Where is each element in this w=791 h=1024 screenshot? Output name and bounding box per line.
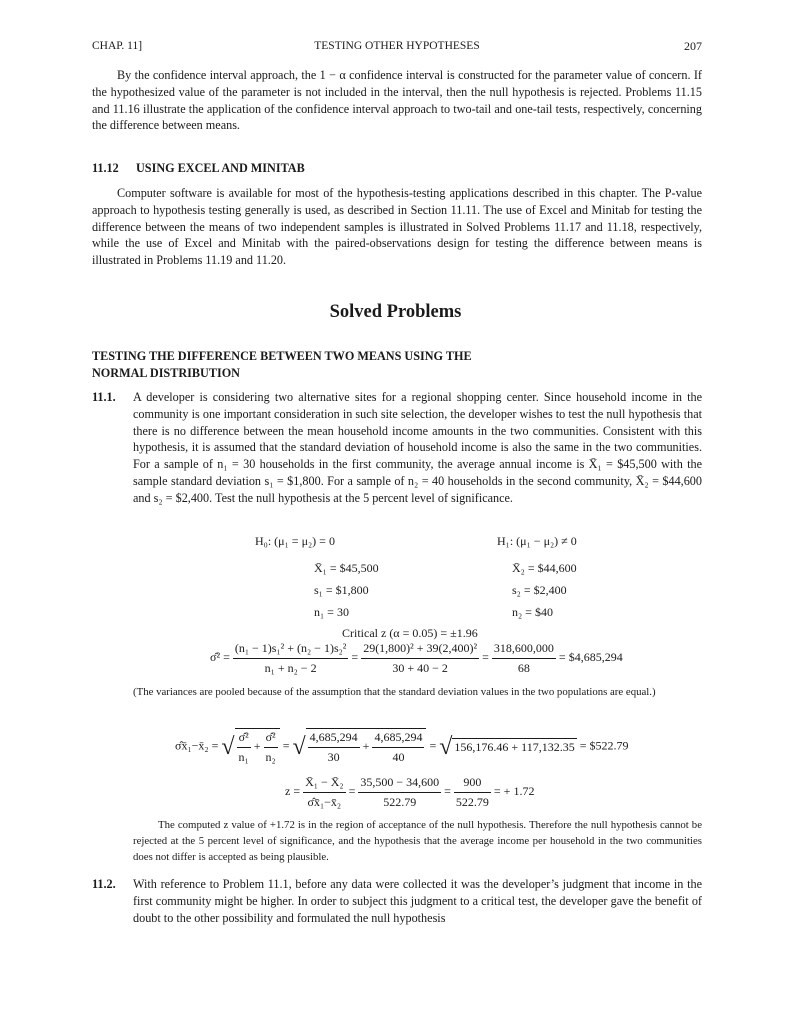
pooled-variance-equation: σ̂² = $\frac{\text{(n₁ − 1)s₁² + (n₂ − 1)s₂²}}{\text{n₁ + n₂ − 2}}$ = $\frac{\text{29(1,800)² + 39(2,400)²}}{30 + 40 - 2}$ = $\frac{318,600,000}{68}$ = $4,685,294 <box>210 641 623 675</box>
section-number: 11.12 <box>92 161 119 175</box>
pooled-fraction-formula: $\frac{\text{(n₁ − 1)s₁² + (n₂ − 1)s₂²}}{\text{n₁ + n₂ − 2}}$ <box>234 641 347 675</box>
intro-paragraph: By the confidence interval approach, the 1 − α confidence interval is constructed for the parameter value of concern. If the hypothesized value of the parameter is not included in the interval, then the null hypothesis is rejected. Problems 11.15 and 11.16 illustrate the application of the confidence interval approach to two-tail and one-tail tests, respectively, concerning the difference between means. <box>92 68 702 133</box>
pooled-note: (The variances are pooled because of the assumption that the standard deviation values in the two populations are equal.) <box>133 686 656 698</box>
pooled-result: = $4,685,294 <box>558 650 623 665</box>
z-lhs: z = <box>285 784 301 799</box>
z-statistic-equation: z = $\frac{\text{X̄₁ − X̄₂}}{\text{σ̂x̄₁−x̄₂}}$ = $\frac{35,500 - 34,600}{522.79}$ = $\frac{900}{522.79}$ = + 1.72 <box>285 775 535 809</box>
section-title: USING EXCEL AND MINITAB <box>136 161 305 175</box>
problem-11-1-text: A developer is considering two alternative sites for a regional shopping center. Since household income in the community is one important consideration in such site selection, the developer wishes to test the null hypothesis that there is no difference between the mean household income amounts in the two communities. Consistent with this hypothesis, it is assumed that the standard deviation of household income is also the same in the two communities. For a sample of n₁ = 30 households in the first community, the average annual income is X̄₁ = $45,500 with the sample standard deviation s₁ = $1,800. For a sample of n₂ = 40 households in the second community, X̄₂ = $44,600 and s₂ = $2,400. Test the null hypothesis at the 5 percent level of significance. <box>133 390 702 505</box>
sqrt-sign-icon: √ <box>221 733 235 760</box>
running-title: TESTING OTHER HYPOTHESES <box>314 40 480 52</box>
running-header <box>92 38 702 54</box>
subsection-heading <box>92 348 472 382</box>
z-result: = + 1.72 <box>493 784 535 799</box>
standard-error-equation: σ̂x̄₁−x̄₂ = √ $\frac{\text{σ̂²}}{\text{n₁}}$ + $\frac{\text{σ̂²}}{\text{n₂}}$ = √ $\frac{4,685,294}{30}$ + $\frac{4,685,294}{40}$ = √ 156,176.46 + 117,132.35 = $522.79 <box>175 730 629 764</box>
pooled-fraction-computed: $\frac{318,600,000}{68}$ <box>493 641 554 675</box>
sqrt-sign-icon: √ <box>439 733 453 760</box>
std-dev-2: s₂ = $2,400 <box>512 583 567 597</box>
section-heading <box>92 160 305 177</box>
mean-1: X̄₁ = $45,500 <box>314 561 379 575</box>
problem-number-11-2: 11.2. <box>92 877 116 891</box>
null-hypothesis: H₀: (μ₁ = μ₂) = 0 <box>255 534 335 548</box>
pooled-fraction-substituted: $\frac{\text{29(1,800)² + 39(2,400)²}}{30 + 40 - 2}$ <box>363 641 478 675</box>
se-result: = $522.79 <box>579 738 629 753</box>
alternative-hypothesis: H₁: (μ₁ − μ₂) ≠ 0 <box>497 534 577 548</box>
solved-problems-title: Solved Problems <box>329 302 462 322</box>
chapter-label: CHAP. 11] <box>92 40 143 52</box>
subsection-title-line-2: NORMAL DISTRIBUTION <box>92 366 240 380</box>
se-lhs: σ̂x̄₁−x̄₂ = <box>175 738 219 753</box>
page-number: 207 <box>684 39 702 53</box>
section-paragraph: Computer software is available for most of the hypothesis-testing applications described in this chapter. The P-value approach to hypothesis testing generally is used, as described in Section 11.11. The use of Excel and Minitab for testing the difference between the means of two independent samples is illustrated in Solved Problems 11.17 and 11.18, respectively, while the use of Excel and Minitab with the paired-observations design for testing the difference between means is illustrated in Problems 11.19 and 11.20. <box>92 186 702 268</box>
critical-value: Critical z (α = 0.05) = ±1.96 <box>342 626 478 640</box>
sample-size-1: n₁ = 30 <box>314 605 349 619</box>
mean-2: X̄₂ = $44,600 <box>512 561 577 575</box>
problem-11-2-text: With reference to Problem 11.1, before any data were collected it was the developer’s judgment that income in the first community might be higher. In order to subject this judgment to a critical test, the developer gave the benefit of doubt to the other possibility and formulated the null hypothesis <box>133 877 702 925</box>
sqrt-sign-icon: √ <box>292 733 306 760</box>
pooled-lhs: σ̂² = <box>210 650 230 665</box>
conclusion-text: The computed z value of +1.72 is in the region of acceptance of the null hypothesis. Therefore the null hypothesis cannot be rejected at the 5 percent level of significance, and the hypothesis that the average income per household in the two communities does not differ is accepted as being plausible. <box>133 819 702 863</box>
problem-number-11-1: 11.1. <box>92 390 116 404</box>
subsection-title-line-1: TESTING THE DIFFERENCE BETWEEN TWO MEANS USING THE <box>92 349 472 363</box>
sample-size-2: n₂ = $40 <box>512 605 553 619</box>
std-dev-1: s₁ = $1,800 <box>314 583 369 597</box>
